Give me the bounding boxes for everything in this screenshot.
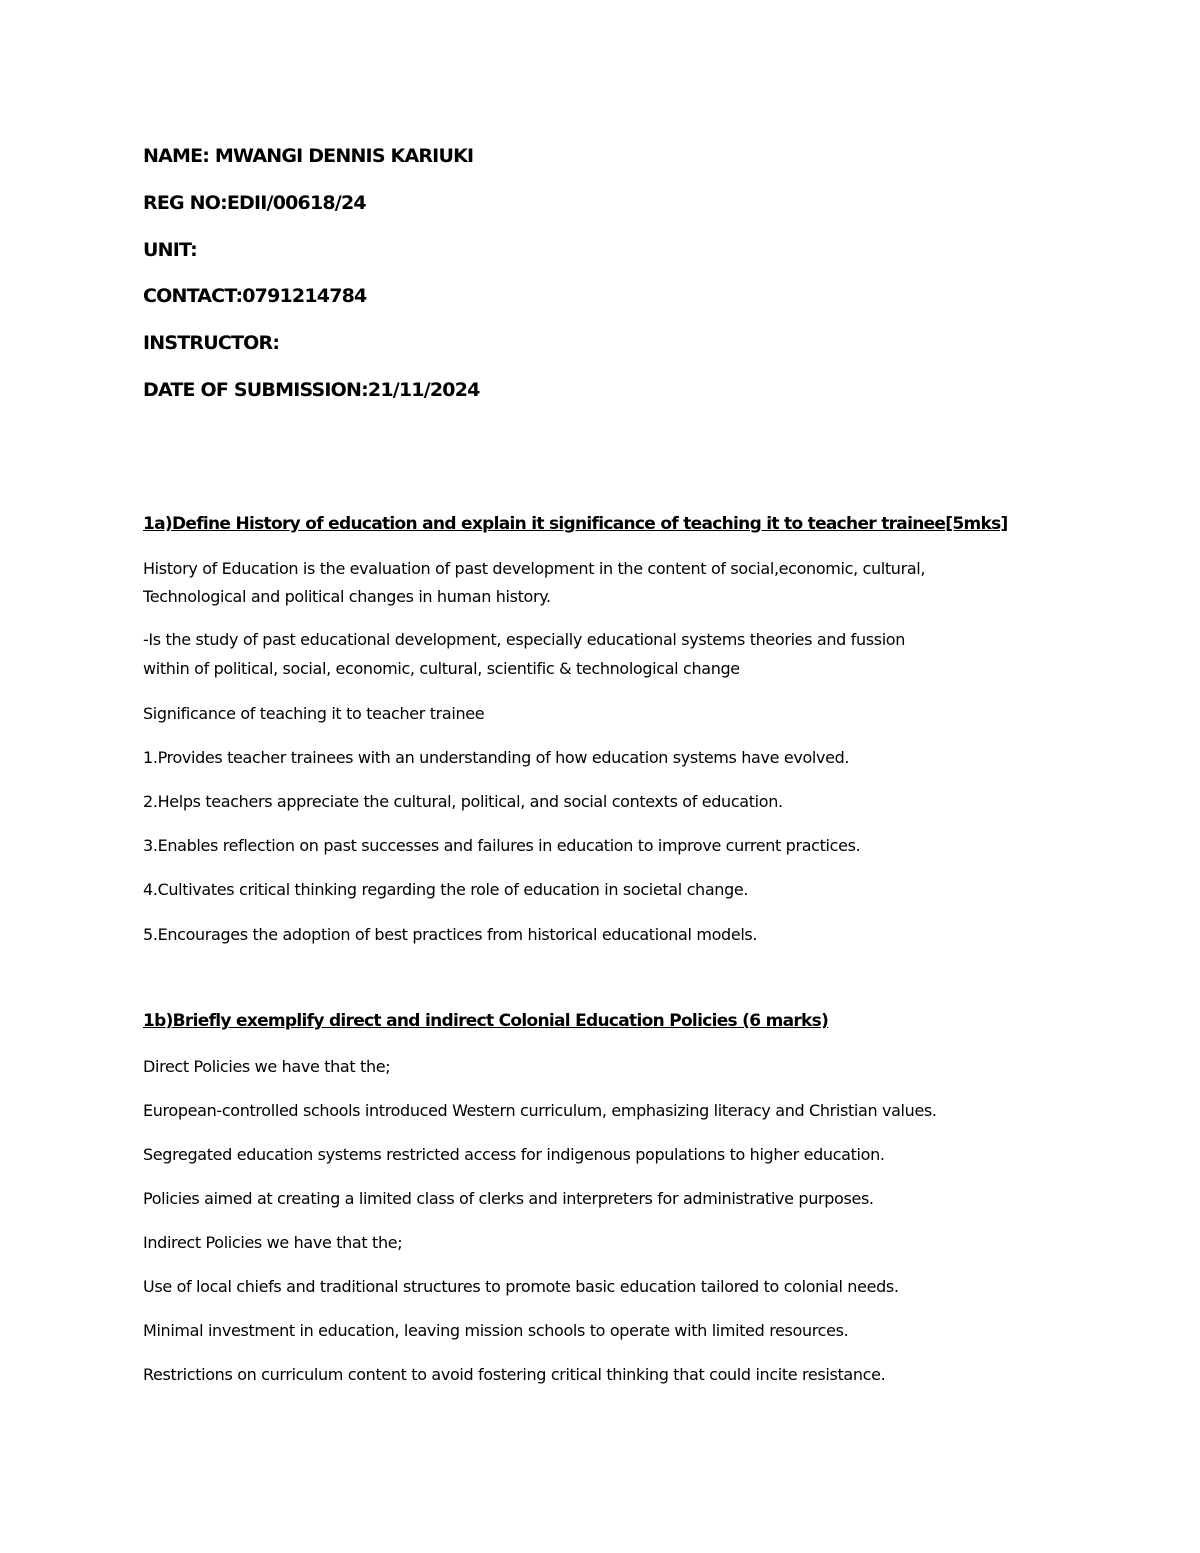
direct-policy-item: European-controlled schools introduced Western curriculum, emphasizing literacy and Christian values. <box>143 1101 937 1120</box>
significance-point: 1.Provides teacher trainees with an understanding of how education systems have evolved. <box>143 748 850 767</box>
question-1b-heading: 1b)Briefly exemplify direct and indirect Colonial Education Policies (6 marks) <box>143 1011 829 1031</box>
indirect-policies-title: Indirect Policies we have that the; <box>143 1233 403 1252</box>
indirect-policy-item: Restrictions on curriculum content to avoid fostering critical thinking that could incite resistance. <box>143 1365 886 1384</box>
student-name: NAME: MWANGI DENNIS KARIUKI <box>143 145 474 167</box>
contact-field: CONTACT:0791214784 <box>143 285 367 307</box>
significance-point: 4.Cultivates critical thinking regarding the role of education in societal change. <box>143 880 749 899</box>
instructor-field: INSTRUCTOR: <box>143 332 280 354</box>
significance-point: 3.Enables reflection on past successes and failures in education to improve current practices. <box>143 836 861 855</box>
indirect-policy-item: Minimal investment in education, leaving mission schools to operate with limited resources. <box>143 1321 849 1340</box>
definition-2-line-1: -Is the study of past educational development, especially educational systems theories and fussion <box>143 630 906 649</box>
significance-point: 2.Helps teachers appreciate the cultural, political, and social contexts of education. <box>143 792 783 811</box>
indirect-policy-item: Use of local chiefs and traditional structures to promote basic education tailored to colonial needs. <box>143 1277 899 1296</box>
significance-point: 5.Encourages the adoption of best practices from historical educational models. <box>143 925 758 944</box>
question-1a-heading: 1a)Define History of education and explain it significance of teaching it to teacher trainee[5mks] <box>143 514 1008 534</box>
definition-1-line-1: History of Education is the evaluation of past development in the content of social,economic, cultural, <box>143 559 926 578</box>
direct-policy-item: Segregated education systems restricted access for indigenous populations to higher education. <box>143 1145 885 1164</box>
unit-field: UNIT: <box>143 239 197 261</box>
definition-1-line-2: Technological and political changes in human history. <box>143 587 551 606</box>
direct-policies-title: Direct Policies we have that the; <box>143 1057 391 1076</box>
significance-title: Significance of teaching it to teacher trainee <box>143 704 485 723</box>
registration-number: REG NO:EDII/00618/24 <box>143 192 366 214</box>
definition-2-line-2: within of political, social, economic, cultural, scientific & technological change <box>143 659 740 678</box>
submission-date: DATE OF SUBMISSION:21/11/2024 <box>143 379 480 401</box>
direct-policy-item: Policies aimed at creating a limited class of clerks and interpreters for administrative purposes. <box>143 1189 874 1208</box>
